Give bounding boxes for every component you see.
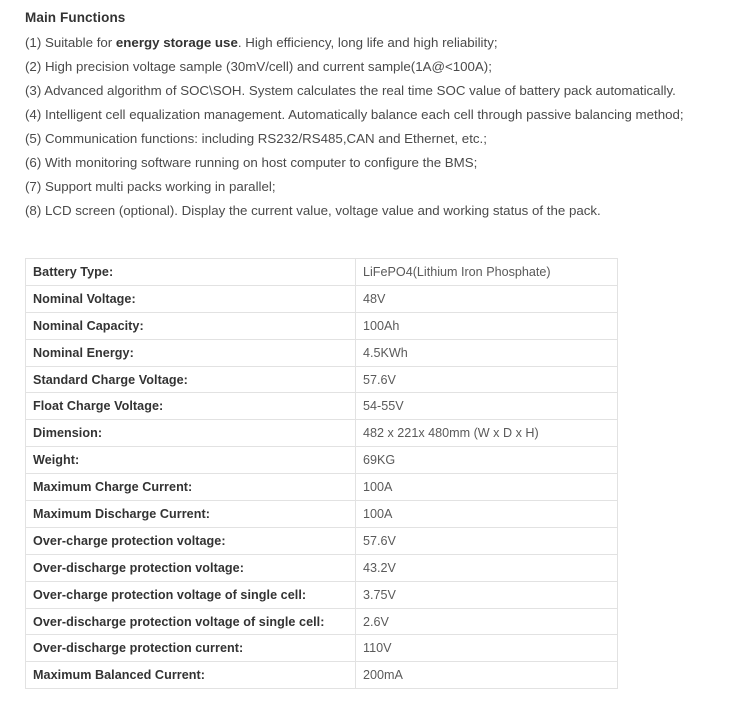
main-functions-item: (3) Advanced algorithm of SOC\SOH. System calculates the real time SOC value of battery pack automatically.	[25, 83, 676, 98]
spec-value-cell: 3.75V	[356, 581, 618, 608]
spec-key-cell: Nominal Energy:	[26, 339, 356, 366]
table-row	[26, 474, 618, 501]
main-functions-item: (7) Support multi packs working in parallel;	[25, 179, 276, 194]
main-functions-list	[25, 31, 725, 223]
table-row	[26, 366, 618, 393]
spec-value-cell: 100Ah	[356, 312, 618, 339]
main-functions-item: (4) Intelligent cell equalization management. Automatically balance each cell through passive balancing method;	[25, 107, 684, 122]
main-functions-item-emphasis: energy storage use	[115, 35, 238, 50]
specification-table	[25, 258, 618, 689]
table-row	[26, 393, 618, 420]
spec-key-cell: Over-discharge protection current:	[26, 635, 356, 662]
spec-key-cell: Nominal Capacity:	[26, 312, 356, 339]
table-row	[26, 608, 618, 635]
table-row	[26, 339, 618, 366]
main-functions-item: (6) With monitoring software running on host computer to configure the BMS;	[25, 155, 478, 170]
spec-value-cell: 100A	[356, 474, 618, 501]
spec-value-cell: 482 x 221x 480mm (W x D x H)	[356, 420, 618, 447]
spec-key-cell: Over-charge protection voltage of single cell:	[26, 581, 356, 608]
table-row	[26, 285, 618, 312]
spec-key-cell: Float Charge Voltage:	[26, 393, 356, 420]
main-functions-item: (8) LCD screen (optional). Display the current value, voltage value and working status of the pack.	[25, 203, 601, 218]
spec-value-cell: 2.6V	[356, 608, 618, 635]
table-row	[26, 635, 618, 662]
table-row	[26, 259, 618, 286]
spec-key-cell: Dimension:	[26, 420, 356, 447]
spec-value-cell: 110V	[356, 635, 618, 662]
table-row	[26, 581, 618, 608]
main-functions-item: (5) Communication functions: including RS232/RS485,CAN and Ethernet, etc.;	[25, 131, 487, 146]
spec-key-cell: Over-discharge protection voltage of single cell:	[26, 608, 356, 635]
main-functions-item: (2) High precision voltage sample (30mV/cell) and current sample(1A@<100A);	[25, 59, 492, 74]
spec-key-cell: Maximum Charge Current:	[26, 474, 356, 501]
main-functions-section	[25, 8, 725, 223]
table-row	[26, 662, 618, 689]
table-row	[26, 312, 618, 339]
spec-value-cell: 43.2V	[356, 554, 618, 581]
spec-value-cell: 57.6V	[356, 366, 618, 393]
spec-value-cell: 57.6V	[356, 527, 618, 554]
table-row	[26, 554, 618, 581]
spec-key-cell: Standard Charge Voltage:	[26, 366, 356, 393]
spec-value-cell: 100A	[356, 501, 618, 528]
spec-value-cell: 48V	[356, 285, 618, 312]
spec-value-cell: 69KG	[356, 447, 618, 474]
spec-key-cell: Maximum Balanced Current:	[26, 662, 356, 689]
spec-key-cell: Over-charge protection voltage:	[26, 527, 356, 554]
table-row	[26, 420, 618, 447]
main-functions-item: (1) Suitable for energy storage use. High efficiency, long life and high reliability;	[25, 35, 498, 50]
spec-key-cell: Nominal Voltage:	[26, 285, 356, 312]
spec-key-cell: Battery Type:	[26, 259, 356, 286]
spec-value-cell: 4.5KWh	[356, 339, 618, 366]
spec-value-cell: 54-55V	[356, 393, 618, 420]
spec-key-cell: Over-discharge protection voltage:	[26, 554, 356, 581]
main-functions-heading: Main Functions	[25, 10, 126, 25]
table-row	[26, 501, 618, 528]
table-row	[26, 527, 618, 554]
spec-key-cell: Maximum Discharge Current:	[26, 501, 356, 528]
spec-value-cell: 200mA	[356, 662, 618, 689]
spec-value-cell: LiFePO4(Lithium Iron Phosphate)	[356, 259, 618, 286]
specification-table-container	[25, 258, 617, 689]
spec-key-cell: Weight:	[26, 447, 356, 474]
table-row	[26, 447, 618, 474]
